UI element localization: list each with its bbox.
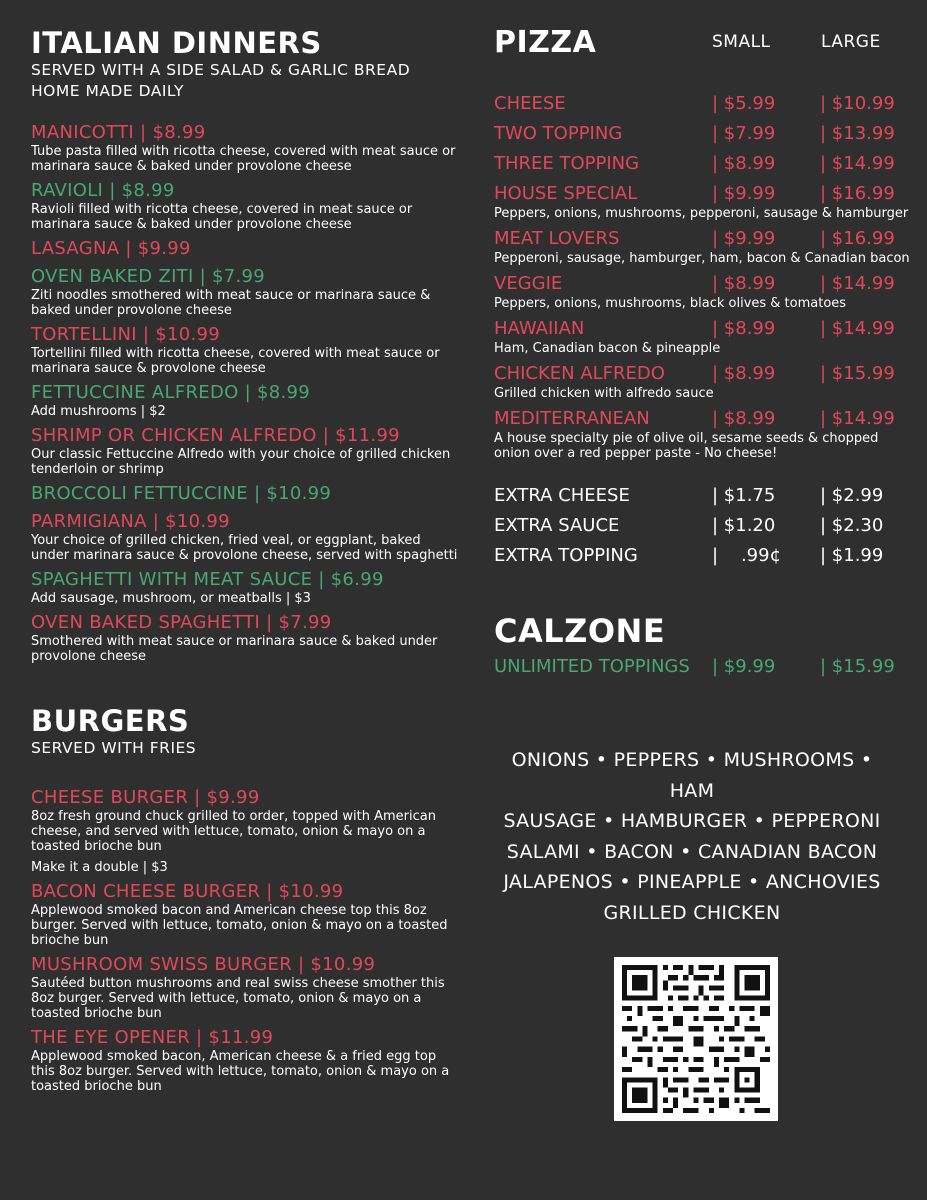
item-title: PARMIGIANA | $10.99 bbox=[31, 511, 230, 532]
italian-subtitle-1: SERVED WITH A SIDE SALAD & GARLIC BREAD bbox=[31, 61, 411, 79]
item-title: THE EYE OPENER | $11.99 bbox=[31, 1027, 274, 1048]
qr-code-icon bbox=[614, 957, 778, 1121]
item-title: BROCCOLI FETTUCCINE | $10.99 bbox=[31, 483, 332, 504]
italian-subtitle-2: HOME MADE DAILY bbox=[31, 82, 184, 100]
pizza-small-price: | $8.99 bbox=[712, 273, 776, 294]
calzone-large-price: | $15.99 bbox=[820, 656, 895, 677]
calzone-small-price: | $9.99 bbox=[712, 656, 776, 677]
extra-small-price: | $1.75 bbox=[712, 485, 776, 506]
item-desc: Tube pasta filled with ricotta cheese, covered with meat sauce or marinara sauce & baked under provolone cheese bbox=[31, 144, 456, 174]
pizza-name: HOUSE SPECIAL bbox=[494, 183, 638, 204]
item-title: CHEESE BURGER | $9.99 bbox=[31, 787, 260, 808]
pizza-item-meat-lovers bbox=[494, 227, 910, 266]
menu-item-shrimp-chicken-alfredo bbox=[31, 425, 461, 477]
pizza-name: TWO TOPPING bbox=[494, 123, 623, 144]
pizza-large-price: | $10.99 bbox=[820, 93, 895, 114]
left-column bbox=[31, 26, 461, 1094]
pizza-desc: Pepperoni, sausage, hamburger, ham, bacon & Canadian bacon bbox=[494, 251, 910, 266]
menu-item-cheese-burger bbox=[31, 787, 461, 875]
item-title: SHRIMP OR CHICKEN ALFREDO | $11.99 bbox=[31, 425, 400, 446]
pizza-small-price: | $8.99 bbox=[712, 363, 776, 384]
item-title: SPAGHETTI WITH MEAT SAUCE | $6.99 bbox=[31, 569, 384, 590]
pizza-small-price: | $9.99 bbox=[712, 228, 776, 249]
menu-item-lasagna bbox=[31, 238, 461, 260]
menu-item-parmigiana bbox=[31, 511, 461, 563]
pizza-title: PIZZA bbox=[494, 25, 597, 60]
pizza-desc-line2: onion over a red pepper paste - No cheese! bbox=[494, 446, 778, 461]
pizza-desc: A house specialty pie of olive oil, sesame seeds & chopped bbox=[494, 431, 879, 446]
item-title: LASAGNA | $9.99 bbox=[31, 238, 191, 259]
item-title: MANICOTTI | $8.99 bbox=[31, 122, 206, 143]
pizza-small-price: | $9.99 bbox=[712, 183, 776, 204]
toppings-line: SAUSAGE • HAMBURGER • PEPPERONI bbox=[503, 810, 881, 832]
pizza-large-price: | $14.99 bbox=[820, 318, 895, 339]
pizza-name: HAWAIIAN bbox=[494, 318, 585, 339]
menu-item-oven-baked-spaghetti bbox=[31, 612, 461, 664]
extra-name: EXTRA TOPPING bbox=[494, 545, 638, 566]
toppings-line: GRILLED CHICKEN bbox=[603, 901, 781, 924]
item-title: FETTUCCINE ALFREDO | $8.99 bbox=[31, 382, 311, 403]
pizza-item-house-special bbox=[494, 182, 909, 221]
size-large-label: LARGE bbox=[821, 32, 881, 52]
pizza-extras bbox=[494, 481, 904, 571]
pizza-large-price: | $14.99 bbox=[820, 153, 895, 174]
extra-name: EXTRA SAUCE bbox=[494, 515, 620, 536]
item-desc: Tortellini filled with ricotta cheese, covered with meat sauce or marinara sauce & provolone cheese bbox=[31, 346, 440, 376]
pizza-desc: Grilled chicken with alfredo sauce bbox=[494, 386, 714, 401]
toppings-list bbox=[494, 745, 890, 928]
pizza-name: MEAT LOVERS bbox=[494, 228, 620, 249]
pizza-item-chicken-alfredo bbox=[494, 362, 904, 401]
pizza-item-hawaiian bbox=[494, 317, 904, 356]
pizza-item-cheese bbox=[494, 92, 904, 116]
menu-item-manicotti bbox=[31, 122, 461, 174]
size-small-label: SMALL bbox=[712, 32, 771, 52]
burgers-subtitle: SERVED WITH FRIES bbox=[31, 739, 197, 757]
item-title: BACON CHEESE BURGER | $10.99 bbox=[31, 881, 344, 902]
item-title: OVEN BAKED ZITI | $7.99 bbox=[31, 266, 266, 287]
menu-item-eye-opener bbox=[31, 1027, 461, 1094]
pizza-name: MEDITERRANEAN bbox=[494, 408, 650, 429]
pizza-name: THREE TOPPING bbox=[494, 153, 640, 174]
toppings-line: SALAMI • BACON • CANADIAN BACON bbox=[506, 840, 878, 863]
item-desc: Our classic Fettuccine Alfredo with your choice of grilled chicken tenderloin or shrimp bbox=[31, 447, 451, 477]
pizza-desc: Ham, Canadian bacon & pineapple bbox=[494, 341, 721, 356]
menu-item-tortellini bbox=[31, 324, 461, 376]
pizza-small-price: | $8.99 bbox=[712, 318, 776, 339]
burgers-title: BURGERS bbox=[31, 704, 190, 738]
pizza-item-two-topping bbox=[494, 122, 904, 146]
pizza-large-price: | $14.99 bbox=[820, 273, 895, 294]
extra-name: EXTRA CHEESE bbox=[494, 485, 630, 506]
right-column bbox=[494, 25, 910, 679]
extra-large-price: | $2.30 bbox=[820, 515, 884, 536]
pizza-large-price: | $14.99 bbox=[820, 408, 895, 429]
pizza-small-price: | $8.99 bbox=[712, 153, 776, 174]
item-desc: Ziti noodles smothered with meat sauce or marinara sauce & baked under provolone cheese bbox=[31, 288, 431, 318]
pizza-small-price: | $5.99 bbox=[712, 93, 776, 114]
menu-item-fettuccine-alfredo bbox=[31, 382, 461, 419]
menu-item-bacon-cheese-burger bbox=[31, 881, 461, 948]
toppings-line: ONIONS • PEPPERS • MUSHROOMS • HAM bbox=[511, 749, 873, 802]
item-desc: Add sausage, mushroom, or meatballs | $3 bbox=[31, 591, 311, 606]
pizza-name: CHICKEN ALFREDO bbox=[494, 363, 665, 384]
item-title: RAVIOLI | $8.99 bbox=[31, 180, 175, 201]
pizza-item-veggie bbox=[494, 272, 904, 311]
item-desc: Add mushrooms | $2 bbox=[31, 404, 166, 419]
item-desc: Ravioli filled with ricotta cheese, covered in meat sauce or marinara sauce & baked under provolone cheese bbox=[31, 202, 413, 232]
item-title: OVEN BAKED SPAGHETTI | $7.99 bbox=[31, 612, 332, 633]
menu-item-spaghetti-meat-sauce bbox=[31, 569, 461, 606]
extra-large-price: | $2.99 bbox=[820, 485, 884, 506]
menu-item-mushroom-swiss-burger bbox=[31, 954, 461, 1021]
italian-dinners-title: ITALIAN DINNERS bbox=[31, 26, 322, 60]
extra-small-price: | .99¢ bbox=[712, 545, 782, 566]
pizza-item-mediterranean bbox=[494, 407, 904, 461]
item-extra: Make it a double | $3 bbox=[31, 860, 168, 875]
pizza-large-price: | $16.99 bbox=[820, 228, 895, 249]
qr-code-graphic bbox=[622, 965, 770, 1113]
pizza-small-price: | $7.99 bbox=[712, 123, 776, 144]
menu-item-broccoli-fettuccine bbox=[31, 483, 461, 505]
pizza-large-price: | $13.99 bbox=[820, 123, 895, 144]
item-title: TORTELLINI | $10.99 bbox=[31, 324, 221, 345]
pizza-header bbox=[494, 26, 904, 68]
pizza-name: CHEESE bbox=[494, 93, 566, 114]
item-desc: Applewood smoked bacon, American cheese & a fried egg top this 8oz burger. Served with lettuce, tomato, onion & mayo on a toasted brioche bun bbox=[31, 1049, 450, 1094]
calzone-title: CALZONE bbox=[494, 612, 666, 650]
calzone-name: UNLIMITED TOPPINGS bbox=[494, 656, 690, 677]
item-desc: Sautéed button mushrooms and real swiss cheese smother this 8oz burger. Served with lettuce, tomato, onion & mayo on a toasted brioche bun bbox=[31, 976, 445, 1021]
menu-item-oven-baked-ziti bbox=[31, 266, 461, 318]
pizza-item-three-topping bbox=[494, 152, 904, 176]
item-title: MUSHROOM SWISS BURGER | $10.99 bbox=[31, 954, 376, 975]
extra-large-price: | $1.99 bbox=[820, 545, 884, 566]
toppings-line: JALAPENOS • PINEAPPLE • ANCHOVIES bbox=[503, 871, 881, 893]
item-desc: Applewood smoked bacon and American cheese top this 8oz burger. Served with lettuce, tomato, onion & mayo on a toasted brioche bun bbox=[31, 903, 448, 948]
menu-item-ravioli bbox=[31, 180, 461, 232]
item-desc: 8oz fresh ground chuck grilled to order, topped with American cheese, and served with lettuce, tomato, onion & mayo on a toasted brioche bun bbox=[31, 809, 436, 854]
pizza-small-price: | $8.99 bbox=[712, 408, 776, 429]
extra-small-price: | $1.20 bbox=[712, 515, 776, 536]
calzone-item bbox=[494, 655, 904, 679]
pizza-desc: Peppers, onions, mushrooms, pepperoni, sausage & hamburger bbox=[494, 206, 909, 221]
pizza-large-price: | $16.99 bbox=[820, 183, 895, 204]
pizza-desc: Peppers, onions, mushrooms, black olives & tomatoes bbox=[494, 296, 847, 311]
item-desc: Your choice of grilled chicken, fried veal, or eggplant, baked under marinara sauce & provolone cheese, served with spaghetti bbox=[31, 533, 458, 563]
item-desc: Smothered with meat sauce or marinara sauce & baked under provolone cheese bbox=[31, 634, 438, 664]
pizza-name: VEGGIE bbox=[494, 273, 563, 294]
pizza-large-price: | $15.99 bbox=[820, 363, 895, 384]
